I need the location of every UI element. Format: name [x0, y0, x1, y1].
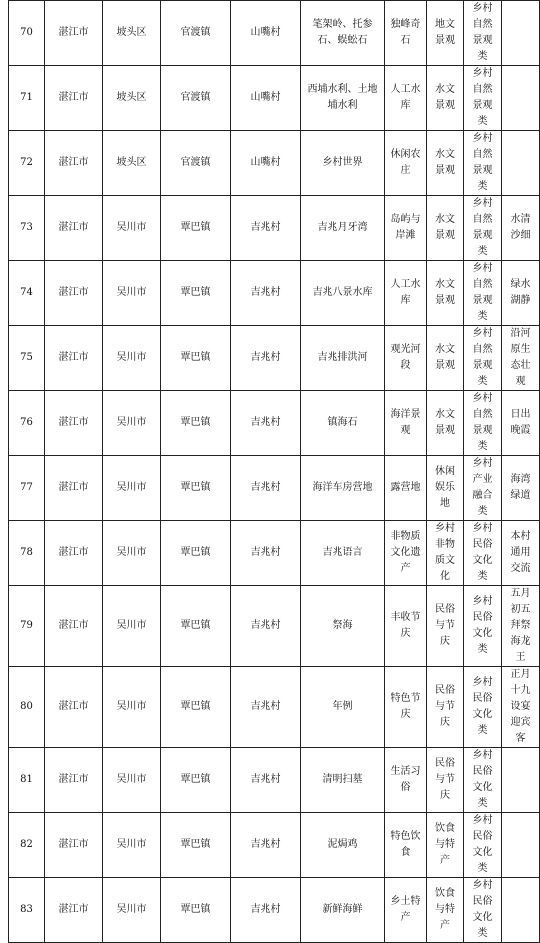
feature-text: 绿水湖静: [510, 279, 531, 306]
city-text: 湛江市: [58, 287, 89, 298]
type-text: 乡村民俗文化类: [472, 815, 493, 874]
village-cell: [231, 521, 301, 586]
city-text: 湛江市: [58, 222, 89, 233]
sub-category-text: 休闲农庄: [390, 149, 421, 176]
type-cell: [464, 748, 502, 813]
city-text: 湛江市: [58, 620, 89, 631]
village-cell: [231, 813, 301, 878]
row-number: 83: [20, 904, 33, 915]
town-cell: [161, 196, 231, 261]
district-cell: [103, 326, 161, 391]
type-cell: [464, 813, 502, 878]
village-cell: [231, 748, 301, 813]
attraction-name-cell: [301, 391, 385, 456]
town-cell: [161, 813, 231, 878]
table-row: [9, 261, 540, 326]
type-text: 乡村民俗文化类: [472, 677, 493, 736]
village-text: 吉兆村: [250, 482, 281, 493]
district-cell: [103, 586, 161, 667]
main-category-text: 饮食与特产: [435, 888, 455, 931]
district-cell: [103, 66, 161, 131]
row-number: 75: [20, 352, 33, 363]
main-category-text: 饮食与特产: [435, 823, 455, 866]
village-cell: [231, 261, 301, 326]
city-cell: [45, 131, 103, 196]
attraction-name-text: 年例: [332, 701, 353, 712]
district-text: 吴川市: [116, 352, 147, 363]
feature-text: 日出晚霞: [510, 409, 531, 436]
sub-category-cell: [385, 667, 427, 748]
type-text: 乡村自然景观类: [472, 3, 493, 62]
main-category-text: 民俗与节庆: [435, 758, 455, 801]
attraction-name-cell: [301, 748, 385, 813]
type-cell: [464, 586, 502, 667]
feature-cell: [502, 456, 540, 521]
sub-category-text: 人工水库: [390, 279, 421, 306]
type-cell: [464, 1, 502, 66]
village-cell: [231, 66, 301, 131]
type-cell: [464, 66, 502, 131]
town-text: 覃巴镇: [180, 417, 211, 428]
district-cell: [103, 261, 161, 326]
village-text: 山嘴村: [250, 92, 281, 103]
district-text: 吴川市: [116, 482, 147, 493]
table-row: [9, 66, 540, 131]
attraction-name-text: 乡村世界: [322, 157, 363, 168]
district-text: 吴川市: [116, 287, 147, 298]
city-cell: [45, 196, 103, 261]
type-text: 乡村自然景观类: [472, 198, 493, 257]
feature-text: 五月初五拜祭海龙王: [510, 588, 531, 663]
main-category-cell: [427, 196, 464, 261]
main-category-cell: [427, 131, 464, 196]
main-category-text: 地文景观: [435, 19, 455, 46]
type-cell: [464, 326, 502, 391]
row-number-cell: [9, 586, 45, 667]
attraction-name-cell: [301, 131, 385, 196]
attraction-name-cell: [301, 261, 385, 326]
town-text: 覃巴镇: [180, 222, 211, 233]
feature-cell: [502, 261, 540, 326]
table-row: [9, 196, 540, 261]
sub-category-text: 露营地: [390, 482, 421, 493]
main-category-cell: [427, 586, 464, 667]
attraction-name-text: 吉兆八景水库: [312, 287, 373, 298]
sub-category-cell: [385, 261, 427, 326]
type-cell: [464, 391, 502, 456]
village-cell: [231, 391, 301, 456]
village-cell: [231, 586, 301, 667]
attractions-table: [8, 0, 540, 943]
main-category-cell: [427, 1, 464, 66]
type-text: 乡村自然景观类: [472, 68, 493, 127]
city-cell: [45, 1, 103, 66]
town-text: 覃巴镇: [180, 904, 211, 915]
sub-category-text: 生活习俗: [390, 766, 421, 793]
feature-cell: [502, 813, 540, 878]
city-text: 湛江市: [58, 482, 89, 493]
main-category-cell: [427, 878, 464, 943]
city-text: 湛江市: [58, 774, 89, 785]
city-cell: [45, 521, 103, 586]
feature-text: 沿河原生态壮观: [510, 328, 531, 387]
attraction-name-text: 清明扫墓: [322, 774, 363, 785]
main-category-cell: [427, 391, 464, 456]
row-number-cell: [9, 131, 45, 196]
attraction-name-cell: [301, 667, 385, 748]
main-category-cell: [427, 456, 464, 521]
city-cell: [45, 878, 103, 943]
district-text: 吴川市: [116, 620, 147, 631]
main-category-cell: [427, 748, 464, 813]
row-number-cell: [9, 813, 45, 878]
attraction-name-text: 新鲜海鲜: [322, 904, 363, 915]
village-text: 吉兆村: [250, 417, 281, 428]
city-text: 湛江市: [58, 839, 89, 850]
district-cell: [103, 456, 161, 521]
town-text: 覃巴镇: [180, 620, 211, 631]
village-text: 吉兆村: [250, 839, 281, 850]
attraction-name-text: 吉兆语言: [322, 547, 363, 558]
town-text: 覃巴镇: [180, 287, 211, 298]
feature-cell: [502, 667, 540, 748]
row-number-cell: [9, 748, 45, 813]
village-text: 山嘴村: [250, 157, 281, 168]
city-cell: [45, 326, 103, 391]
district-cell: [103, 813, 161, 878]
main-category-cell: [427, 326, 464, 391]
type-cell: [464, 456, 502, 521]
town-cell: [161, 586, 231, 667]
type-cell: [464, 261, 502, 326]
row-number-cell: [9, 456, 45, 521]
sub-category-text: 海洋景观: [390, 409, 421, 436]
row-number-cell: [9, 261, 45, 326]
main-category-text: 水文景观: [435, 84, 455, 111]
city-text: 湛江市: [58, 701, 89, 712]
feature-cell: [502, 748, 540, 813]
village-text: 吉兆村: [250, 287, 281, 298]
type-text: 乡村产业融合类: [472, 458, 493, 517]
feature-cell: [502, 1, 540, 66]
type-cell: [464, 667, 502, 748]
district-text: 吴川市: [116, 222, 147, 233]
sub-category-text: 特色饮食: [390, 831, 421, 858]
sub-category-cell: [385, 456, 427, 521]
city-text: 湛江市: [58, 547, 89, 558]
town-cell: [161, 878, 231, 943]
attraction-name-text: 镇海石: [327, 417, 358, 428]
attraction-name-text: 西埔水利、土地埔水利: [307, 84, 378, 111]
town-cell: [161, 261, 231, 326]
district-text: 吴川市: [116, 774, 147, 785]
city-text: 湛江市: [58, 352, 89, 363]
feature-cell: [502, 878, 540, 943]
attraction-name-cell: [301, 586, 385, 667]
attraction-name-text: 笔架岭、托参石、蜈蚣石: [312, 19, 373, 46]
town-cell: [161, 521, 231, 586]
feature-cell: [502, 521, 540, 586]
district-cell: [103, 196, 161, 261]
attraction-name-cell: [301, 521, 385, 586]
row-number-cell: [9, 391, 45, 456]
town-cell: [161, 456, 231, 521]
type-text: 乡村自然景观类: [472, 263, 493, 322]
type-cell: [464, 878, 502, 943]
row-number: 79: [20, 620, 33, 631]
row-number: 71: [20, 92, 33, 103]
town-text: 覃巴镇: [180, 774, 211, 785]
sub-category-text: 独峰奇石: [390, 19, 421, 46]
village-text: 吉兆村: [250, 222, 281, 233]
type-text: 乡村自然景观类: [472, 328, 493, 387]
attraction-name-cell: [301, 66, 385, 131]
main-category-text: 民俗与节庆: [435, 685, 455, 728]
attraction-name-text: 祭海: [332, 620, 353, 631]
main-category-text: 水文景观: [435, 344, 455, 371]
type-text: 乡村自然景观类: [472, 133, 493, 192]
attraction-name-cell: [301, 813, 385, 878]
table-body: [9, 1, 540, 943]
feature-cell: [502, 196, 540, 261]
type-text: 乡村民俗文化类: [472, 596, 493, 655]
sub-category-text: 乡土特产: [390, 896, 421, 923]
district-cell: [103, 131, 161, 196]
village-text: 吉兆村: [250, 774, 281, 785]
district-cell: [103, 1, 161, 66]
sub-category-text: 岛屿与岸滩: [390, 214, 421, 241]
main-category-text: 休闲娱乐地: [435, 466, 455, 509]
table-row: [9, 131, 540, 196]
village-text: 吉兆村: [250, 620, 281, 631]
district-text: 坡头区: [116, 157, 147, 168]
district-text: 吴川市: [116, 904, 147, 915]
attraction-name-text: 海洋车房营地: [312, 482, 373, 493]
table-row: [9, 326, 540, 391]
city-cell: [45, 813, 103, 878]
town-text: 覃巴镇: [180, 839, 211, 850]
district-cell: [103, 667, 161, 748]
city-text: 湛江市: [58, 92, 89, 103]
district-cell: [103, 878, 161, 943]
main-category-text: 水文景观: [435, 149, 455, 176]
feature-cell: [502, 131, 540, 196]
type-cell: [464, 521, 502, 586]
town-text: 覃巴镇: [180, 547, 211, 558]
sub-category-text: 特色节庆: [390, 693, 421, 720]
type-text: 乡村民俗文化类: [472, 750, 493, 809]
attraction-name-cell: [301, 196, 385, 261]
district-text: 吴川市: [116, 547, 147, 558]
town-cell: [161, 131, 231, 196]
sub-category-cell: [385, 66, 427, 131]
main-category-text: 水文景观: [435, 409, 455, 436]
row-number: 80: [20, 701, 33, 712]
district-cell: [103, 748, 161, 813]
table-row: [9, 1, 540, 66]
row-number-cell: [9, 326, 45, 391]
table-row: [9, 456, 540, 521]
main-category-cell: [427, 521, 464, 586]
village-cell: [231, 131, 301, 196]
town-cell: [161, 326, 231, 391]
row-number: 77: [20, 482, 33, 493]
row-number: 74: [20, 287, 33, 298]
district-text: 坡头区: [116, 27, 147, 38]
town-cell: [161, 391, 231, 456]
row-number: 78: [20, 547, 33, 558]
district-text: 坡头区: [116, 92, 147, 103]
sub-category-cell: [385, 391, 427, 456]
sub-category-cell: [385, 813, 427, 878]
attraction-name-text: 吉兆月牙湾: [317, 222, 368, 233]
row-number: 82: [20, 839, 33, 850]
table-row: [9, 391, 540, 456]
town-text: 官渡镇: [180, 27, 211, 38]
village-cell: [231, 326, 301, 391]
row-number-cell: [9, 1, 45, 66]
city-text: 湛江市: [58, 157, 89, 168]
sub-category-cell: [385, 878, 427, 943]
type-cell: [464, 131, 502, 196]
town-cell: [161, 667, 231, 748]
main-category-cell: [427, 261, 464, 326]
main-category-cell: [427, 813, 464, 878]
village-cell: [231, 456, 301, 521]
table-row: [9, 813, 540, 878]
table-row: [9, 878, 540, 943]
attraction-name-cell: [301, 456, 385, 521]
town-text: 覃巴镇: [180, 482, 211, 493]
village-text: 吉兆村: [250, 904, 281, 915]
district-text: 吴川市: [116, 417, 147, 428]
row-number: 72: [20, 157, 33, 168]
sub-category-cell: [385, 196, 427, 261]
village-text: 吉兆村: [250, 701, 281, 712]
feature-text: 正月十九设宴迎宾客: [510, 669, 531, 744]
city-cell: [45, 66, 103, 131]
district-cell: [103, 521, 161, 586]
main-category-text: 水文景观: [435, 214, 455, 241]
city-cell: [45, 261, 103, 326]
type-text: 乡村自然景观类: [472, 393, 493, 452]
row-number: 81: [20, 774, 33, 785]
city-text: 湛江市: [58, 27, 89, 38]
city-cell: [45, 748, 103, 813]
row-number-cell: [9, 521, 45, 586]
district-cell: [103, 391, 161, 456]
attraction-name-text: 泥焗鸡: [327, 839, 358, 850]
city-cell: [45, 667, 103, 748]
village-text: 吉兆村: [250, 547, 281, 558]
village-cell: [231, 196, 301, 261]
village-cell: [231, 667, 301, 748]
sub-category-cell: [385, 326, 427, 391]
town-cell: [161, 748, 231, 813]
village-text: 吉兆村: [250, 352, 281, 363]
sub-category-cell: [385, 521, 427, 586]
sub-category-text: 观光河段: [390, 344, 421, 371]
main-category-text: 民俗与节庆: [435, 604, 455, 647]
sub-category-text: 人工水库: [390, 84, 421, 111]
row-number: 76: [20, 417, 33, 428]
sub-category-cell: [385, 1, 427, 66]
town-cell: [161, 66, 231, 131]
row-number-cell: [9, 196, 45, 261]
attraction-name-cell: [301, 878, 385, 943]
village-cell: [231, 1, 301, 66]
type-text: 乡村民俗文化类: [472, 523, 493, 582]
main-category-cell: [427, 66, 464, 131]
main-category-text: 水文景观: [435, 279, 455, 306]
city-text: 湛江市: [58, 417, 89, 428]
table-row: [9, 748, 540, 813]
table-row: [9, 586, 540, 667]
town-text: 覃巴镇: [180, 701, 211, 712]
type-text: 乡村民俗文化类: [472, 880, 493, 939]
row-number: 70: [20, 27, 33, 38]
village-text: 山嘴村: [250, 27, 281, 38]
row-number-cell: [9, 66, 45, 131]
feature-cell: [502, 66, 540, 131]
feature-text: 海湾绿道: [510, 474, 531, 501]
sub-category-cell: [385, 131, 427, 196]
town-text: 官渡镇: [180, 92, 211, 103]
city-cell: [45, 391, 103, 456]
feature-cell: [502, 586, 540, 667]
row-number: 73: [20, 222, 33, 233]
city-text: 湛江市: [58, 904, 89, 915]
table-row: [9, 667, 540, 748]
district-text: 吴川市: [116, 701, 147, 712]
sub-category-cell: [385, 586, 427, 667]
main-category-text: 乡村非物质文化: [435, 523, 455, 582]
feature-text: 本村通用交流: [510, 531, 531, 574]
village-cell: [231, 878, 301, 943]
sub-category-cell: [385, 748, 427, 813]
sub-category-text: 丰收节庆: [390, 612, 421, 639]
row-number-cell: [9, 878, 45, 943]
main-category-cell: [427, 667, 464, 748]
table-row: [9, 521, 540, 586]
city-cell: [45, 586, 103, 667]
document-sheet: [8, 0, 531, 939]
feature-cell: [502, 326, 540, 391]
city-cell: [45, 456, 103, 521]
attraction-name-text: 吉兆排洪河: [317, 352, 368, 363]
row-number-cell: [9, 667, 45, 748]
type-cell: [464, 196, 502, 261]
feature-cell: [502, 391, 540, 456]
town-text: 覃巴镇: [180, 352, 211, 363]
town-text: 官渡镇: [180, 157, 211, 168]
attraction-name-cell: [301, 1, 385, 66]
sub-category-text: 非物质文化遗产: [390, 531, 421, 574]
town-cell: [161, 1, 231, 66]
district-text: 吴川市: [116, 839, 147, 850]
attraction-name-cell: [301, 326, 385, 391]
feature-text: 水清沙细: [510, 214, 531, 241]
